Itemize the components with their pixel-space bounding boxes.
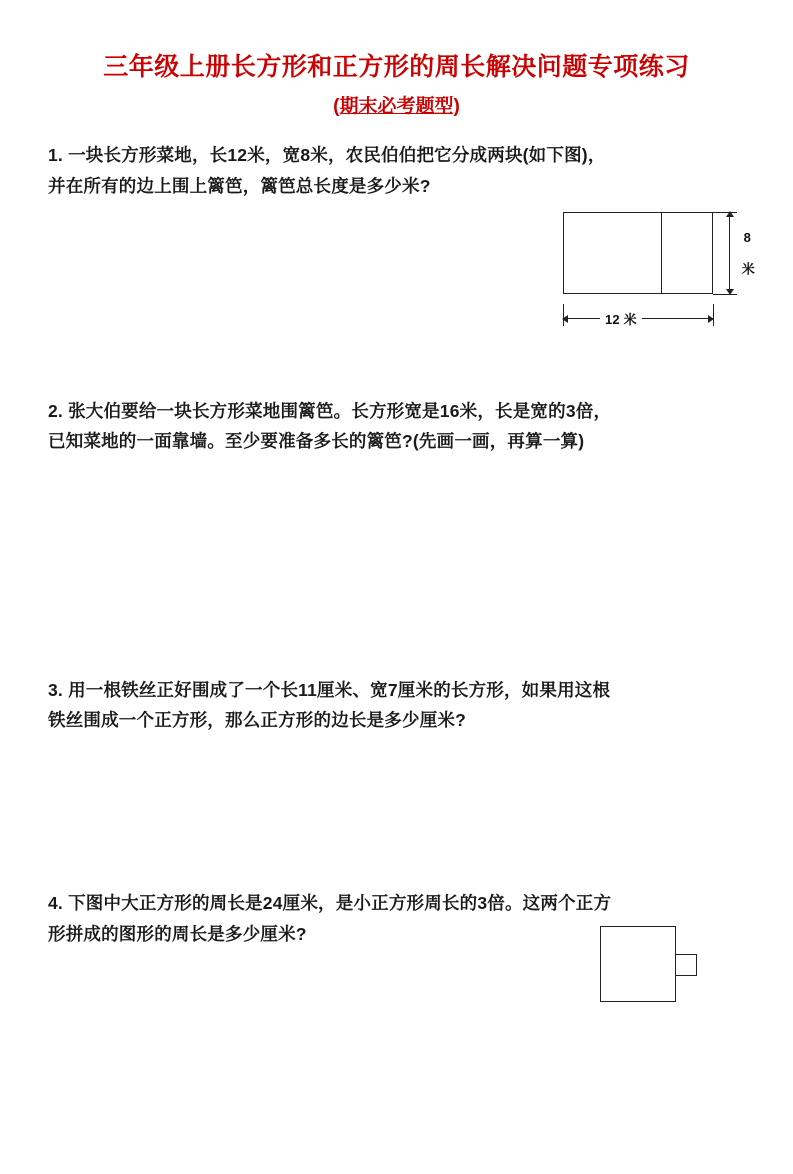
problem-3-text-1: 用一根铁丝正好围成了一个长11厘米、宽7厘米的长方形，如果用这根 xyxy=(68,679,611,700)
problem-3 xyxy=(48,675,745,866)
small-square-outline xyxy=(675,954,697,976)
problem-2-text-2: 已知菜地的一面靠墙。至少要准备多长的篱笆?(先画一画，再算一算) xyxy=(48,431,585,452)
worksheet-page xyxy=(0,52,793,1174)
problem-2-text-1: 张大伯要给一块长方形菜地围篱笆。长方形宽是16米，长是宽的3倍， xyxy=(68,400,612,421)
figure-split-rectangle xyxy=(543,208,753,338)
problem-1-text-2: 并在所有的边上围上篱笆，篱笆总长度是多少米? xyxy=(48,175,431,196)
problem-2-number: 2. xyxy=(48,400,63,421)
page-subtitle: (期末必考题型) xyxy=(333,96,460,118)
problem-4-text-2: 形拼成的图形的周长是多少厘米? xyxy=(48,923,307,944)
height-dimension-arrow xyxy=(729,212,730,294)
page-title: 三年级上册长方形和正方形的周长解决问题专项练习 xyxy=(103,53,690,81)
problem-4 xyxy=(48,888,745,949)
problem-3-work-space xyxy=(48,736,745,866)
problem-1-number: 1. xyxy=(48,145,63,166)
figure-two-squares-joined xyxy=(600,926,750,1026)
width-dimension-label: 12 米 xyxy=(600,309,642,332)
large-square-outline xyxy=(600,926,676,1002)
problem-1 xyxy=(48,140,755,373)
problem-3-number: 3. xyxy=(48,679,63,700)
problem-4-number: 4. xyxy=(48,893,63,913)
problem-4-text-1: 下图中大正方形的周长是24厘米，是小正方形周长的3倍。这两个正方 xyxy=(68,893,612,913)
problem-2 xyxy=(48,396,745,653)
problem-3-text-2: 铁丝围成一个正方形，那么正方形的边长是多少厘米? xyxy=(48,710,466,731)
rectangle-divider-line xyxy=(661,212,662,294)
problem-4-line-1 xyxy=(48,888,745,919)
problem-1-line-1 xyxy=(48,140,745,171)
problem-3-line-1 xyxy=(48,675,745,706)
height-dimension-label: 8 米 xyxy=(739,230,755,277)
problem-1-text-1: 一块长方形菜地，长12米，宽8米，农民伯伯把它分成两块(如下图)， xyxy=(68,145,606,166)
problem-2-work-space xyxy=(48,457,745,653)
rectangle-outline xyxy=(563,212,713,294)
problem-2-line-1 xyxy=(48,396,745,427)
